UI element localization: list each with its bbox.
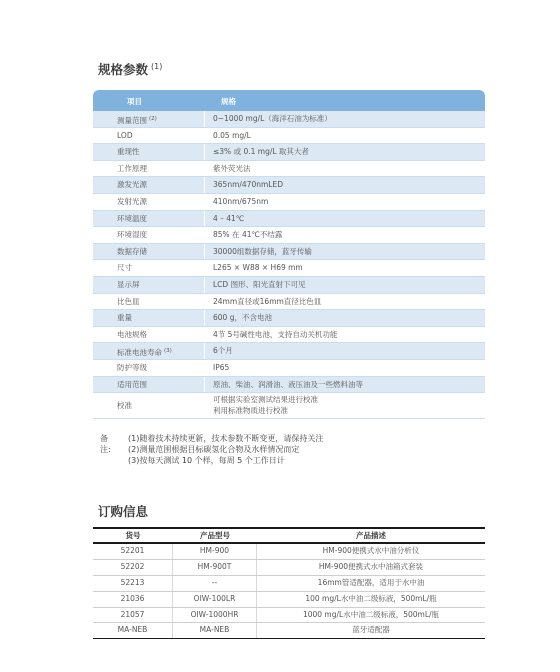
spec-row-key-text: 标准电池寿命 — [117, 348, 162, 358]
order-desc: HM-900便携式水中油分析仪 — [322, 546, 420, 555]
spec-row-value — [205, 327, 485, 343]
spec-row — [93, 294, 485, 311]
spec-row — [93, 111, 485, 128]
spec-row-key — [93, 277, 205, 293]
spec-row-key — [93, 177, 205, 193]
spec-row-value — [205, 161, 485, 177]
spec-row-key — [93, 211, 205, 227]
spec-row-value-line: 6个月 — [213, 346, 233, 356]
spec-row — [93, 327, 485, 344]
spec-row-key — [93, 393, 205, 418]
order-section-title: 订购信息 — [98, 504, 149, 519]
spec-row-value — [205, 393, 485, 418]
order-desc: 蓝牙适配器 — [352, 625, 390, 635]
spec-row-value-line: 24mm直径或16mm直径比色皿 — [213, 296, 322, 306]
order-row — [93, 623, 485, 639]
spec-row-key — [93, 343, 205, 359]
spec-row-value-line: 紫外荧光法 — [213, 163, 251, 173]
spec-row-value-line: L265 × W88 × H69 mm — [213, 263, 303, 273]
spec-row-key — [93, 310, 205, 326]
spec-row-key — [93, 161, 205, 177]
spec-table-header — [93, 90, 485, 111]
spec-row-key-text: 防护等级 — [117, 362, 147, 372]
order-row — [93, 544, 485, 560]
spec-row-key — [93, 294, 205, 310]
order-row — [93, 560, 485, 576]
spec-row-value — [205, 227, 485, 243]
spec-row-key — [93, 128, 205, 144]
spec-row-key-text: 比色皿 — [117, 296, 140, 306]
spec-row-value-line: 原油、柴油、润滑油、液压油及一些燃料油等 — [213, 379, 363, 389]
spec-row-value — [205, 310, 485, 326]
spec-row-value-line: 85% 在 41℃不结露 — [213, 230, 283, 240]
spec-title-note: (1) — [151, 62, 163, 71]
order-table — [93, 527, 485, 639]
spec-row-key — [93, 377, 205, 393]
spec-section-title — [98, 60, 162, 78]
order-header-sku: 货号 — [125, 531, 141, 540]
spec-row-key-text: LOD — [117, 130, 133, 140]
spec-row-value — [205, 360, 485, 376]
note-line: (3)按每天测试 10 个样，每周 5 个工作日计 — [128, 456, 285, 465]
order-model: MA-NEB — [173, 623, 257, 638]
spec-row-key-text: 电池规格 — [117, 329, 147, 339]
note-line: (1)随着技术持续更新，技术参数不断变更，请保持关注 — [128, 434, 324, 443]
spec-row-value-line: LCD 图形、阳光直射下可见 — [213, 279, 306, 289]
spec-row-value — [205, 277, 485, 293]
spec-row-value-line: 600 g，不含电池 — [213, 313, 272, 323]
spec-row-key-text: 测量范围 — [117, 116, 147, 125]
notes-label: 备注: — [100, 434, 111, 454]
spec-header-item: 项目 — [127, 97, 142, 106]
spec-row-key — [93, 227, 205, 243]
spec-row — [93, 161, 485, 178]
spec-header-value: 规格 — [221, 97, 236, 106]
spec-row-value-line: 365nm/470nmLED — [213, 180, 283, 190]
spec-row-value-line: 0.05 mg/L — [213, 130, 251, 140]
spec-row — [93, 128, 485, 145]
spec-row-value — [205, 294, 485, 310]
spec-row-key-text: 适用范围 — [117, 379, 147, 389]
spec-row-key-text: 激发光源 — [117, 180, 147, 190]
notes-lines — [128, 433, 508, 466]
spec-row-key-text: 数据存储 — [117, 246, 147, 256]
spec-row-key — [93, 244, 205, 260]
spec-row-value — [205, 343, 485, 359]
spec-row — [93, 343, 485, 360]
order-row — [93, 592, 485, 608]
spec-row-value — [205, 177, 485, 193]
spec-row-key — [93, 111, 205, 127]
spec-row — [93, 360, 485, 377]
spec-row-value — [205, 260, 485, 276]
spec-row-key-text: 显示屏 — [117, 279, 140, 289]
spec-row — [93, 260, 485, 277]
spec-row-key-text: 工作原理 — [117, 163, 147, 173]
spec-title-text: 规格参数 — [98, 62, 149, 77]
spec-row-key-text: 环境湿度 — [117, 230, 147, 240]
order-table-header — [93, 527, 485, 544]
spec-row-key-text: 重现性 — [117, 147, 140, 157]
spec-row-key — [93, 360, 205, 376]
order-desc: HM-900便携式水中油箱式套装 — [318, 561, 424, 571]
spec-row-key-text: 重量 — [117, 313, 132, 323]
spec-row-value — [205, 111, 485, 127]
order-header-model: 产品型号 — [200, 531, 230, 540]
order-sku: 21036 — [93, 592, 173, 607]
spec-row-value-line: 410nm/675nm — [213, 196, 269, 206]
spec-row — [93, 310, 485, 327]
spec-row-value — [205, 244, 485, 260]
spec-row-value — [205, 128, 485, 144]
spec-row-value — [205, 194, 485, 210]
spec-row — [93, 244, 485, 261]
spec-row-value-line: 利用标准物质进行校准 — [213, 405, 288, 415]
spec-row — [93, 194, 485, 211]
order-row — [93, 576, 485, 592]
spec-row-value-line: 4 – 41℃ — [213, 213, 245, 223]
spec-row-key — [93, 144, 205, 160]
spec-row-value — [205, 211, 485, 227]
spec-row-key-text: 尺寸 — [117, 263, 132, 273]
order-desc: 100 mg/L水中油二级标液，500mL/瓶 — [305, 593, 437, 603]
order-model: HM-900 — [173, 544, 257, 559]
spec-row-key-note: (2) — [149, 116, 157, 122]
order-model: OIW-100LR — [173, 592, 257, 607]
order-sku: 52202 — [93, 560, 173, 575]
order-sku: 52213 — [93, 576, 173, 591]
spec-row — [93, 177, 485, 194]
order-model: OIW-1000HR — [173, 608, 257, 623]
spec-row-key-note: (3) — [164, 348, 172, 355]
spec-row — [93, 377, 485, 394]
order-table-body — [93, 544, 485, 639]
spec-table — [93, 90, 485, 419]
spec-row-value — [205, 144, 485, 160]
spec-row-key-text: 环境温度 — [117, 213, 147, 223]
order-desc: 16mm管适配器，适用于水中油 — [317, 577, 425, 587]
spec-row-key — [93, 327, 205, 343]
spec-row-value-line: 30000组数据存储，蓝牙传输 — [213, 246, 312, 256]
spec-row-value-line: 4节 5号碱性电池，支持自动关机功能 — [213, 329, 338, 339]
order-model: HM-900T — [173, 560, 257, 575]
spec-row — [93, 227, 485, 244]
spec-row — [93, 393, 485, 419]
spec-row — [93, 277, 485, 294]
order-sku: 21057 — [93, 608, 173, 623]
order-model: -- — [173, 576, 257, 591]
order-sku: 52201 — [93, 544, 173, 559]
spec-row — [93, 211, 485, 228]
spec-row — [93, 144, 485, 161]
spec-row-value-line: 可根据实验室测试结果进行校准 — [213, 395, 318, 405]
order-desc: 1000 mg/L水中油二级标液，500mL/瓶 — [302, 609, 440, 619]
order-row — [93, 608, 485, 624]
spec-row-key — [93, 194, 205, 210]
spec-row-key — [93, 260, 205, 276]
note-line: (2)测量范围根据目标碳氢化合物及水样情况而定 — [128, 445, 300, 454]
order-header-desc: 产品描述 — [356, 531, 386, 540]
spec-row-value — [205, 377, 485, 393]
spec-table-body — [93, 111, 485, 419]
spec-row-value-line: IP65 — [213, 362, 230, 372]
order-sku: MA-NEB — [93, 623, 173, 638]
spec-row-key-text: 校准 — [117, 401, 132, 411]
spec-row-value-line: ≤3% 或 0.1 mg/L 取其大者 — [213, 147, 309, 157]
spec-row-key-text: 发射光源 — [117, 196, 147, 206]
spec-row-value-line: 0~1000 mg/L（海洋石油为标准） — [213, 114, 332, 123]
